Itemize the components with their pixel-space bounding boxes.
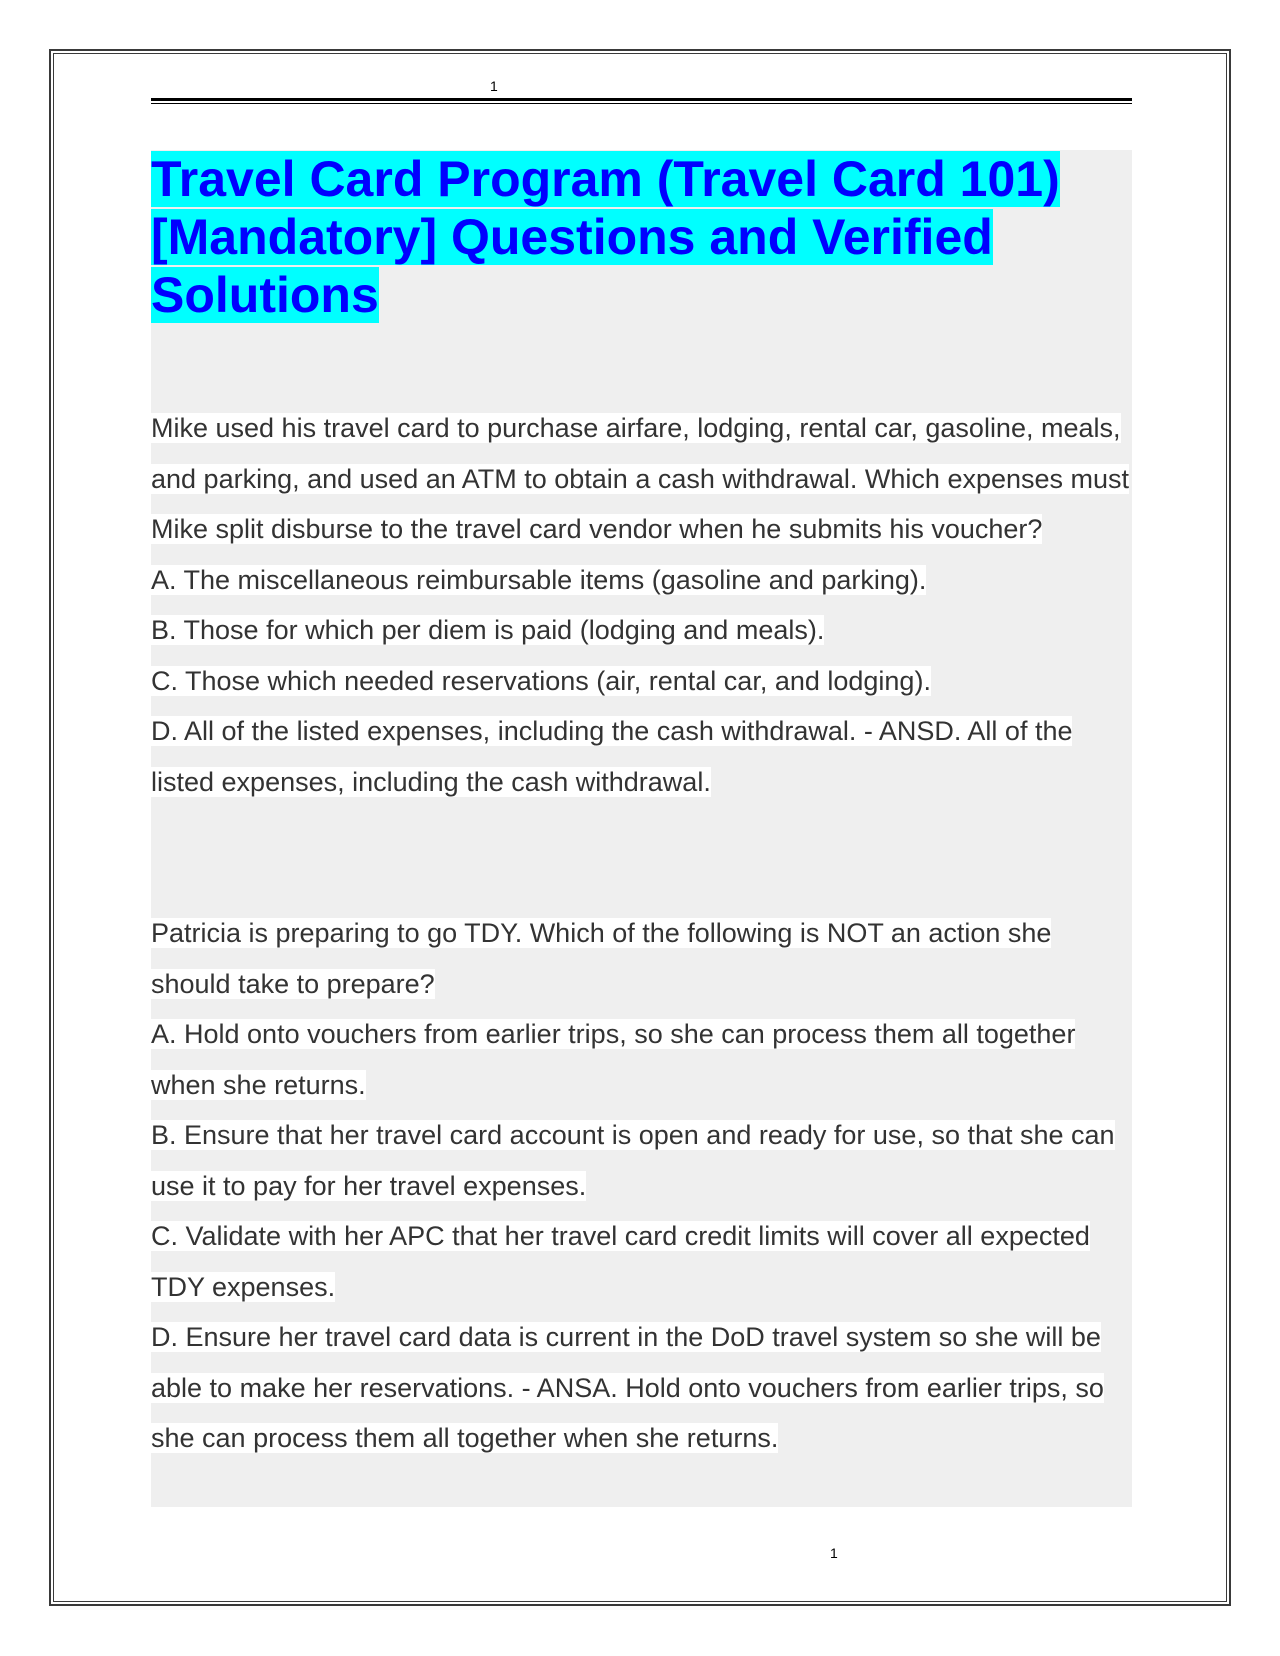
question-1-stem: Mike used his travel card to purchase airfare, lodging, rental car, gasoline, meals, and parking, and used an ATM to obtain a cash withdrawal. Which expenses must Mike split disburse to the travel card vendor when he submits his voucher?: [151, 413, 1130, 544]
question-1-option-b: [151, 605, 1132, 656]
question-2-option-d: [151, 1312, 1132, 1464]
question-1-option-a-text: A. The miscellaneous reimbursable items (gasoline and parking).: [151, 564, 927, 595]
question-2-option-d-text: D. Ensure her travel card data is current in the DoD travel system so she will be able to make her reservations. - ANSA. Hold onto vouchers from earlier trips, so she can process them all together when she returns.: [151, 1322, 1104, 1453]
question-1-text: [151, 403, 1132, 555]
footer-page-number: 1: [830, 1545, 838, 1561]
header-page-number: 1: [490, 78, 498, 94]
question-1-option-c: [151, 656, 1132, 707]
question-2-option-c-text: C. Validate with her APC that her travel card credit limits will cover all expected TDY expenses.: [151, 1221, 1090, 1302]
header-rule-thin: [151, 103, 1132, 104]
header-rule: [151, 98, 1132, 101]
question-2: [151, 908, 1132, 1464]
question-1-option-d-text: D. All of the listed expenses, including the cash withdrawal. - ANSD. All of the listed expenses, including the cash withdrawal.: [151, 716, 1073, 797]
title-highlight: Travel Card Program (Travel Card 101) [Mandatory] Questions and Verified Solutions: [151, 151, 1060, 323]
question-2-text: [151, 908, 1132, 1009]
question-1-option-b-text: B. Those for which per diem is paid (lodging and meals).: [151, 615, 825, 645]
question-2-option-a-text: A. Hold onto vouchers from earlier trips, so she can process them all together when she returns.: [151, 1019, 1076, 1100]
question-1-option-d: [151, 706, 1132, 807]
question-1-option-a: [151, 555, 1132, 606]
question-1: [151, 403, 1132, 807]
question-2-option-b-text: B. Ensure that her travel card account is open and ready for use, so that she can use it to pay for her travel expenses.: [151, 1120, 1115, 1201]
question-2-stem: Patricia is preparing to go TDY. Which of the following is NOT an action she should take to prepare?: [151, 918, 1052, 999]
question-2-option-c: [151, 1211, 1132, 1312]
question-2-option-a: [151, 1009, 1132, 1110]
question-1-option-c-text: C. Those which needed reservations (air, rental car, and lodging).: [151, 665, 931, 696]
question-2-option-b: [151, 1110, 1132, 1211]
document-title: [151, 150, 1132, 324]
